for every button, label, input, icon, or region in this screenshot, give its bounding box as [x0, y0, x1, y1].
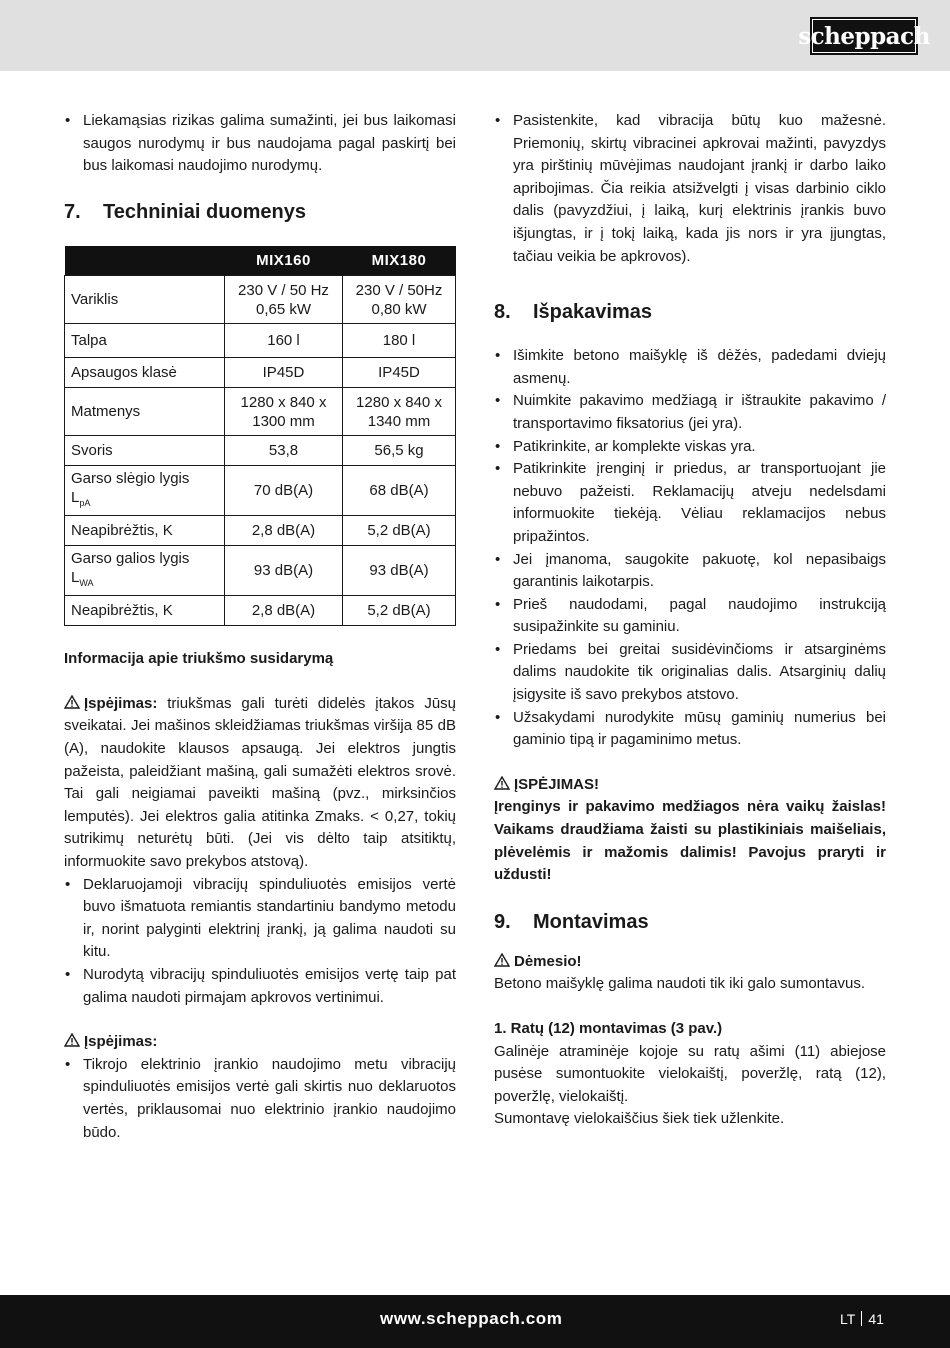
list-item: • Pasistenkite, kad vibracija būtų kuo mažesnė. Priemonių, skirtų vibracinei apkrovai mažinti, pavyzdys yra pirštinių mūvėjimas naudojant įrankį ir darbo laiko apribojimas. Čia reikia atsižvelgti į visas darbinio ciklo dalis (pavyzdžiui, į laiką, kurį elektrinis įrankis buvo išjungtas, ir į tokį laiką, kada jis nors ir yra įjungtas, tačiau veikia be apkrovos). — [494, 110, 886, 268]
cell-text: 230 V / 50Hz 0,80 kW — [355, 281, 443, 318]
cell-text: 56,5 kg — [374, 442, 424, 460]
language-code: LT — [840, 1311, 856, 1327]
row-label: Talpa — [71, 332, 107, 350]
table-row — [65, 466, 456, 516]
cell-text: 93 dB(A) — [369, 562, 429, 580]
footer-bar — [0, 1295, 950, 1348]
warning-heading — [64, 1031, 456, 1054]
table-cell-value — [343, 324, 456, 358]
warning-label: Įspėjimas: — [84, 1033, 158, 1051]
table-cell-value — [343, 516, 456, 546]
table-cell-value — [225, 516, 343, 546]
table-cell-label — [65, 436, 225, 466]
list-item: • Patikrinkite, ar komplekte viskas yra. — [494, 436, 886, 459]
warning-text: triukšmas gali turėti didelės įtakos Jūsų sveikatai. Jei mašinos skleidžiamas triukšmas viršija 85 dB (A), naudokite klausos apsaugą. Jei elektros jungtis pažeista, paleidžiant mašiną, gali sumažėti elektros srovė. Tai gali neigiamai paveikti mašiną (pvz., mirksinčios lemputės). Jei elektros galia atitinka Zmaks. < 0,27, tokių sutrikimų neturėtų būti. (Jei vis dėlto taip atsitiktų, informuokite savo prekybos atstovą). — [64, 694, 456, 871]
row-symbol-subscript: pA — [79, 497, 91, 508]
table-cell-label — [65, 516, 225, 546]
table-cell-label — [65, 358, 225, 388]
section-title: Išpakavimas — [533, 301, 652, 324]
table-cell-label — [65, 596, 225, 626]
warning-label: Įspėjimas: — [84, 694, 158, 712]
warning-bullets — [64, 1054, 456, 1144]
table-cell-value — [225, 358, 343, 388]
cell-text: IP45D — [378, 364, 420, 382]
brand-logo: scheppach — [810, 17, 918, 55]
table-row — [65, 388, 456, 436]
cell-text: 2,8 dB(A) — [251, 522, 316, 540]
list-item: • Nurodytą vibracijų spinduliuotės emisijos vertę taip pat galima naudoti pirmajam apkrovos vertinimui. — [64, 964, 456, 1009]
table-cell-value — [343, 466, 456, 516]
step-text: Galinėje atraminėje kojoje su ratų ašimi (11) abiejose pusėse sumontuokite vielokaištį, poveržlę, ratą (12), poveržlę, vielokaištį. — [494, 1042, 886, 1105]
cell-text: 2,8 dB(A) — [251, 602, 316, 620]
row-label: Neapibrėžtis, K — [71, 602, 173, 620]
noise-heading: Informacija apie triukšmo susidarymą — [64, 650, 334, 668]
row-label: Apsaugos klasė — [71, 364, 177, 382]
step-text-2: Sumontavę vielokaiščius šiek tiek užlenkite. — [494, 1110, 785, 1128]
table-row — [65, 324, 456, 358]
list-item: • Užsakydami nurodykite mūsų gaminių numerius bei gaminio tipą ir pagaminimo metus. — [494, 707, 886, 752]
cell-text: 1280 x 840 x 1300 mm — [240, 393, 327, 430]
row-symbol: L — [71, 488, 80, 506]
row-label: Garso galios lygis — [71, 549, 190, 567]
row-label: Neapibrėžtis, K — [71, 522, 173, 540]
list-item: • Nuimkite pakavimo medžiagą ir ištraukite pakavimo / transportavimo fiksatorius (jei yra). — [494, 390, 886, 435]
warning-triangle-icon — [64, 1033, 80, 1047]
table-cell-value — [343, 436, 456, 466]
table-row — [65, 596, 456, 626]
table-cell-value — [225, 436, 343, 466]
list-item: • Tikrojo elektrinio įrankio naudojimo metu vibracijų spinduliuotės emisijos vertė gali skirtis nuo deklaruotos vertės, priklausomai nuo elektrinio įrankio naudojimo būdo. — [64, 1054, 456, 1144]
vibration-bullets — [64, 874, 456, 1010]
cell-text: 5,2 dB(A) — [367, 602, 431, 620]
attention-text: Betono maišyklę galima naudoti tik iki galo sumontavus. — [494, 975, 866, 993]
table-header-row — [65, 246, 456, 276]
section-heading-9 — [494, 909, 886, 935]
table-cell-value — [343, 546, 456, 596]
section-heading-8 — [494, 299, 886, 325]
table-cell-value — [343, 388, 456, 436]
list-item: • Patikrinkite įrenginį ir priedus, ar transportuojant jie nebuvo pažeisti. Reklamacijų atveju nedelsdami informuokite tiekėją. Vėliau reklamacijos nebus pripažintos. — [494, 458, 886, 548]
section-title: Techniniai duomenys — [103, 200, 306, 223]
cell-text: 68 dB(A) — [369, 482, 429, 500]
table-cell-value — [225, 596, 343, 626]
table-cell-label — [65, 324, 225, 358]
section-heading-7 — [64, 199, 456, 225]
section-number: 8. — [494, 301, 511, 324]
cell-text: 180 l — [382, 332, 416, 350]
row-label: Svoris — [71, 442, 113, 460]
cell-text: 5,2 dB(A) — [367, 522, 431, 540]
cell-text: 53,8 — [268, 442, 299, 460]
table-header-cell: MIX160 — [225, 246, 343, 276]
child-safety-warning: Įrenginys ir pakavimo medžiagos nėra vaikų žaislas! Vaikams draudžiama žaisti su plastikiniais maišeliais, plėvelėmis ir mažomis dalimis! Pavojus praryti ir uždusti! — [494, 798, 886, 884]
table-row — [65, 546, 456, 596]
table-cell-value — [225, 324, 343, 358]
warning-label: ĮSPĖJIMAS! — [514, 775, 600, 793]
list-item: • Priedams bei greitai susidėvinčioms ir atsarginėms dalims naudokite tik originalias dalis. Atsarginių dalių įsigysite iš savo prekybos atstovo. — [494, 639, 886, 707]
intro-bullets — [64, 110, 456, 178]
table-cell-value — [225, 276, 343, 324]
table-cell-label — [65, 546, 225, 596]
warning-heading — [494, 774, 886, 797]
right-column — [494, 110, 886, 1131]
list-item: • Deklaruojamoji vibracijų spinduliuotės emisijos vertė buvo išmatuota remiantis standartiniu bandymo metodu ir, norint palyginti elektrinį įrankį, ją galima naudoti su kitu. — [64, 874, 456, 964]
list-item: • Išimkite betono maišyklę iš dėžės, padedami dviejų asmenų. — [494, 345, 886, 390]
table-cell-value — [225, 388, 343, 436]
page-number: 41 — [868, 1311, 884, 1327]
table-cell-label — [65, 276, 225, 324]
table-row — [65, 516, 456, 546]
vibration-tip-bullets — [494, 110, 886, 268]
table-cell-value — [343, 358, 456, 388]
left-column — [64, 110, 456, 1144]
list-item: • Prieš naudodami, pagal naudojimo instrukciją susipažinkite su gaminiu. — [494, 594, 886, 639]
warning-paragraph — [64, 693, 456, 874]
page-separator — [861, 1311, 862, 1326]
list-item: • Liekamąsias rizikas galima sumažinti, jei bus laikomasi saugos nurodymų ir bus naudojama pagal paskirtį bei bus laikomasi naudojimo nurodymų. — [64, 110, 456, 178]
page-indicator — [840, 1311, 884, 1327]
table-header-cell — [65, 246, 225, 276]
list-item: • Jei įmanoma, saugokite pakuotę, kol nepasibaigs garantinis laikotarpis. — [494, 549, 886, 594]
table-cell-value — [225, 466, 343, 516]
step-heading: 1. Ratų (12) montavimas (3 pav.) — [494, 1020, 723, 1037]
row-symbol: L — [71, 568, 80, 586]
row-label: Variklis — [71, 291, 119, 309]
spec-table — [64, 246, 456, 627]
row-label: Matmenys — [71, 403, 141, 421]
warning-triangle-icon — [494, 776, 510, 790]
table-cell-value — [225, 546, 343, 596]
warning-triangle-icon — [64, 695, 80, 709]
table-cell-value — [343, 276, 456, 324]
cell-text: 70 dB(A) — [253, 482, 314, 500]
table-cell-label — [65, 466, 225, 516]
warning-triangle-icon — [494, 953, 510, 967]
row-symbol-subscript: WA — [79, 577, 94, 588]
cell-text: 93 dB(A) — [253, 562, 314, 580]
cell-text: 160 l — [267, 332, 300, 350]
table-cell-label — [65, 388, 225, 436]
footer-url[interactable]: www.scheppach.com — [380, 1309, 563, 1328]
cell-text: 230 V / 50 Hz 0,65 kW — [238, 281, 329, 318]
row-label: Garso slėgio lygis — [71, 469, 190, 487]
cell-text: 1280 x 840 x 1340 mm — [356, 393, 442, 430]
table-row — [65, 436, 456, 466]
table-cell-value — [343, 596, 456, 626]
unpacking-bullets — [494, 345, 886, 752]
cell-text: IP45D — [262, 364, 305, 382]
table-row — [65, 358, 456, 388]
section-title: Montavimas — [533, 910, 649, 933]
table-header-cell: MIX180 — [343, 246, 456, 276]
attention-label: Dėmesio! — [514, 952, 582, 970]
section-number: 9. — [494, 910, 511, 933]
section-number: 7. — [64, 200, 81, 223]
table-row — [65, 276, 456, 324]
attention-heading — [494, 951, 886, 974]
